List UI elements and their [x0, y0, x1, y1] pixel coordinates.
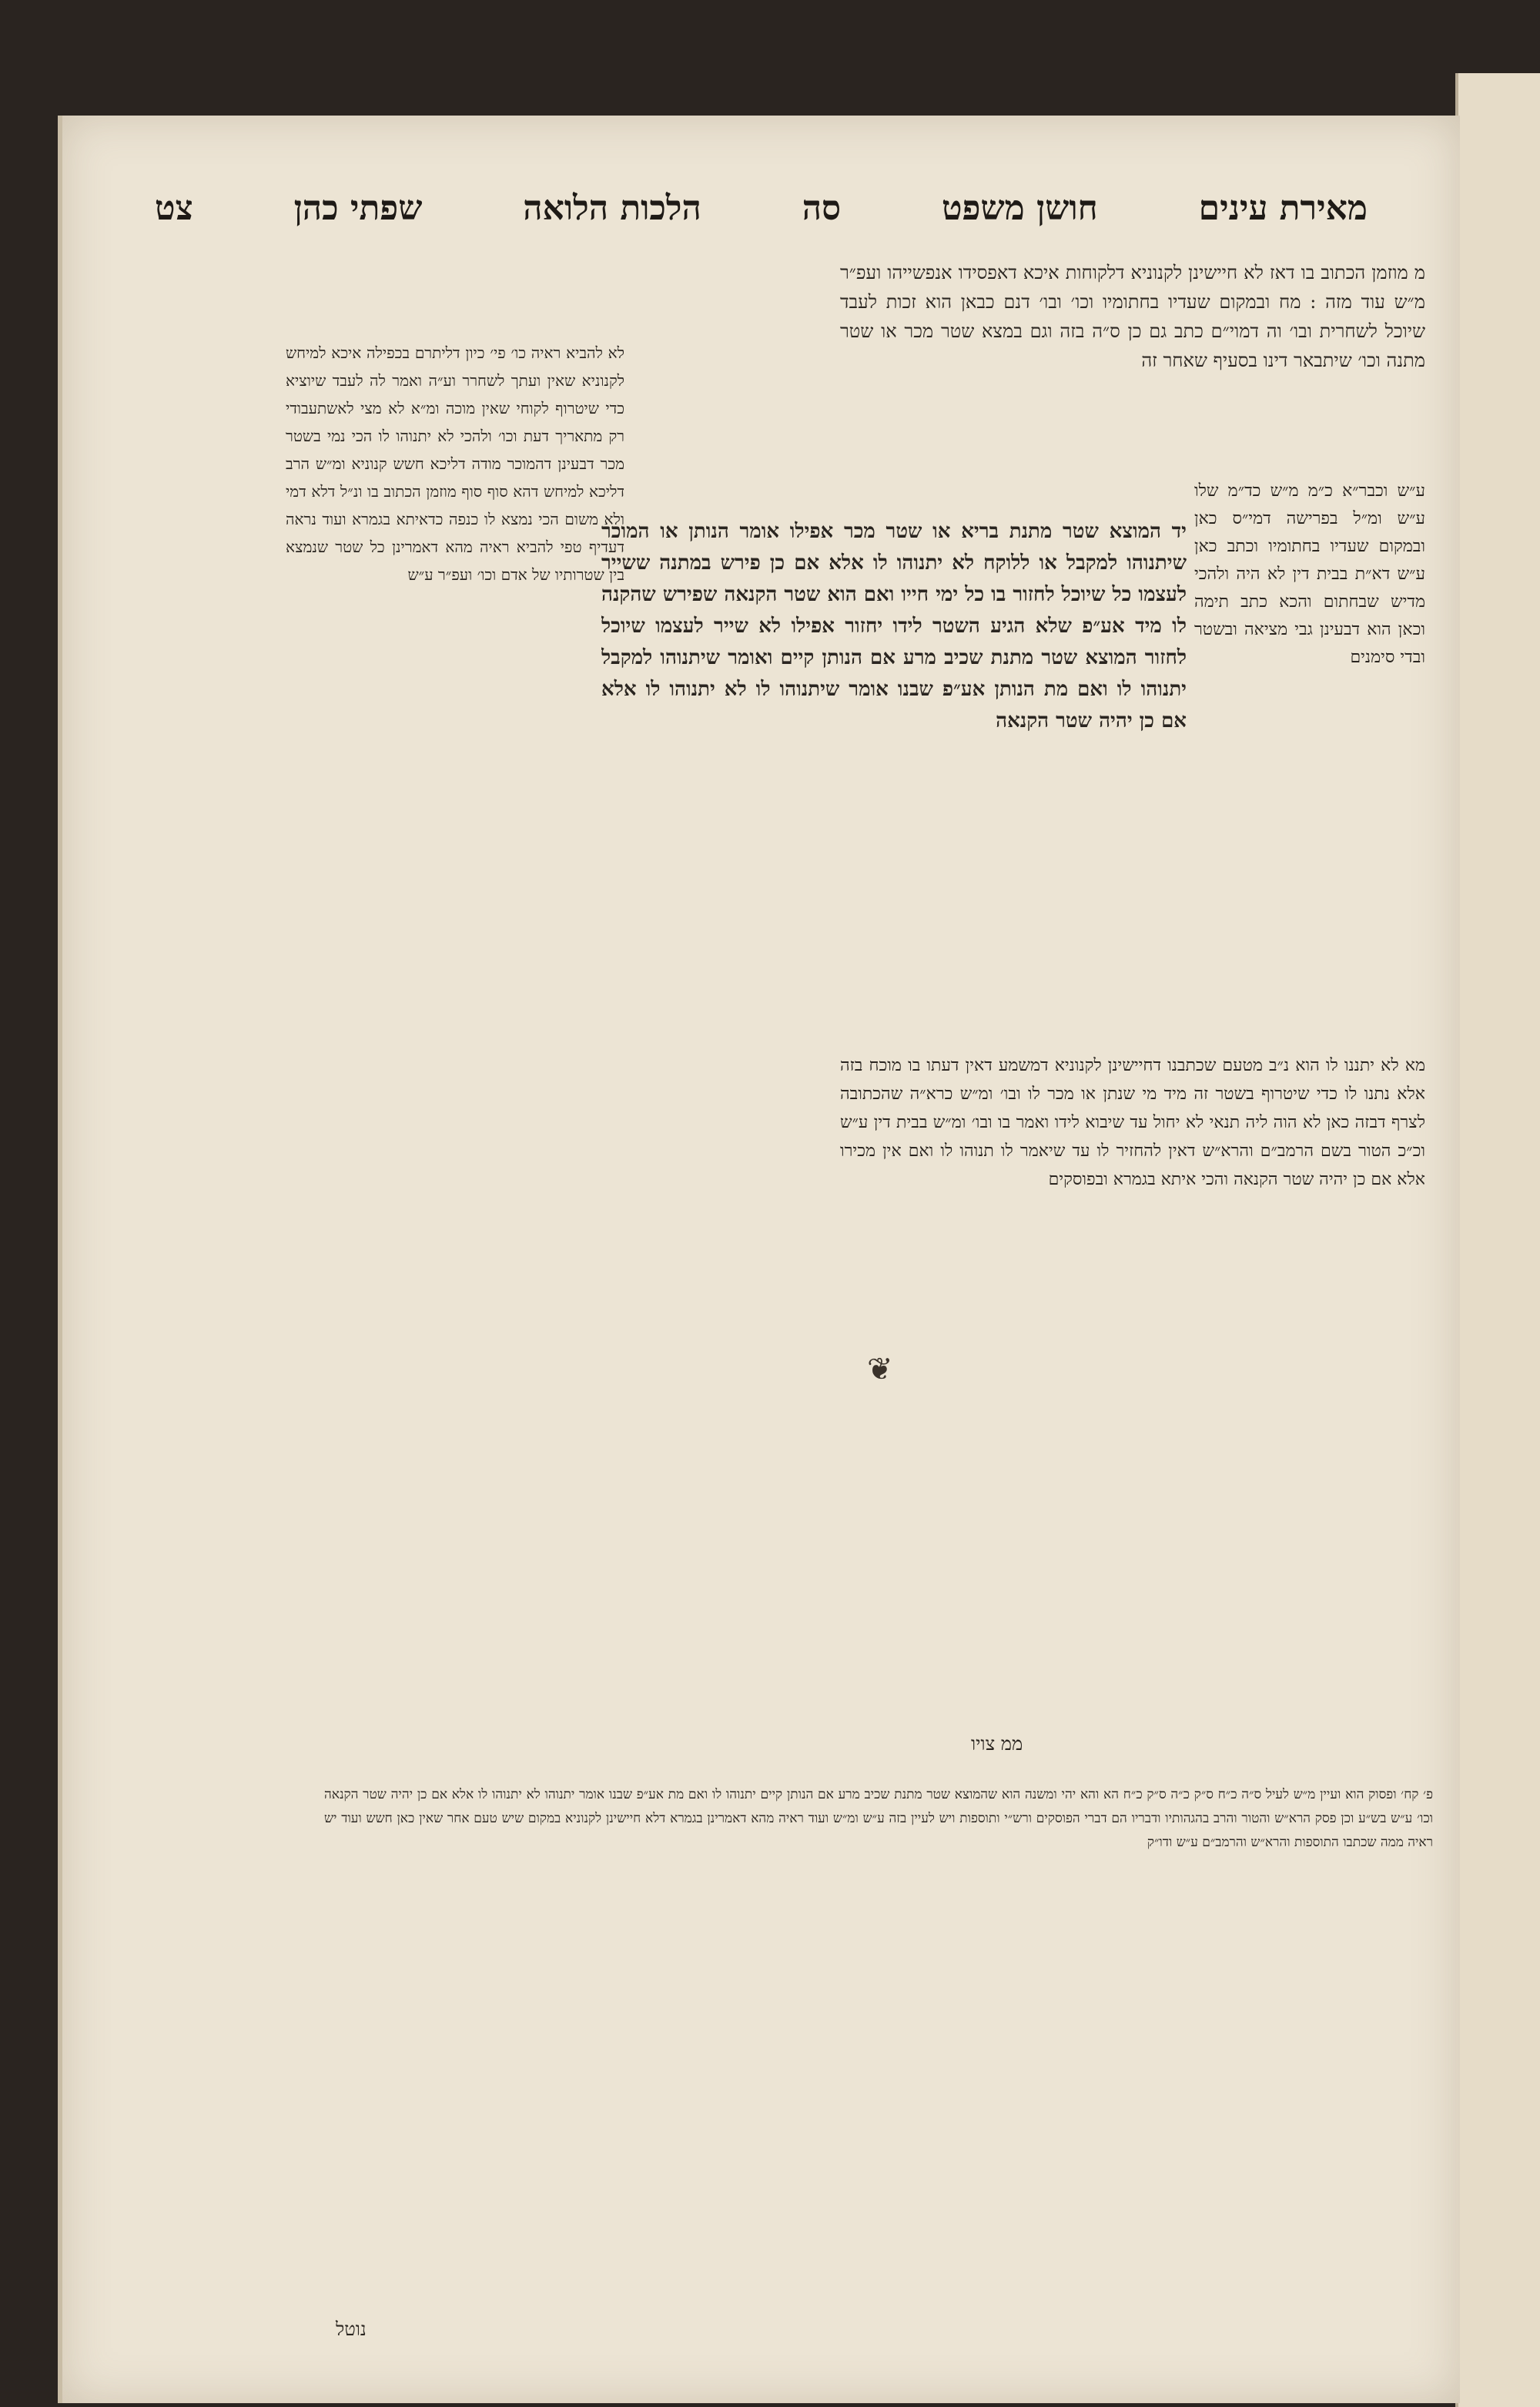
header-title-book: חושן משפט	[941, 188, 1098, 228]
header-folio: צט	[155, 188, 193, 228]
commentary-right-top	[840, 258, 1425, 466]
commentary-left-column	[286, 339, 624, 1779]
commentary-right-middle	[1194, 478, 1425, 1078]
catchword-right: ממ צויו	[971, 1733, 1023, 1755]
footnotes-block	[324, 1783, 1433, 2276]
commentary-paragraph: מא לא יתננו לו הוא נ״ב מטעם שכתבנו דחיישינן לקנוניא דמשמע דאין דעתו בו מוכח בזה אלא נתנו לו כדי שיטרוף בשטר זה מיד מי שנתן או מכר לו ובו׳ ומ״ש כרא״ה שהכתובה לצרף דבזה כאן לא הוה ליה תנאי לא יחול עד שיבוא לידו ואמר בו ובו׳ ומ״ש בבית דין ע״ש וכ״כ הטור בשם הרמב״ם והרא״ש דאין להחזיר לו עד שיאמר לו תנוהו לו ואם אין מכירו אלא אם כן יהיה שטר הקנאה והכי איתא בגמרא ובפוסקים	[840, 1056, 1425, 1189]
adjacent-page-edge	[1455, 73, 1540, 2407]
commentary-paragraph: מ מוזמן הכתוב בו דאז לא חיישינן לקנוניא דלקוחות איכא דאפסידו אנפשייהו ועפ״ר מ״ש עוד מזה : מח ובמקום שעדיו בחתומיו וכו׳ ובו׳ דנם כבאן הוא זכות לעבד שיוכל לשחרית ובו׳ וה דמוי״ם כתב גם כן ס״ה בזה וגם במצא שטר מכר או שטר מתנה וכו׳ שיתבאר דינו בסעיף שאחר זה	[840, 262, 1425, 371]
main-text-block	[601, 516, 1187, 932]
catchword-left: נוטל	[336, 2318, 367, 2340]
commentary-paragraph: לא להביא ראיה כו׳ פי׳ כיון דליתרם בכפילה איכא למיחש לקנוניא שאין ועתך לשחרר וע״ה ואמר לה לעבד שיוציא כדי שיטרוף לקוחי שאין מוכה ומ״א לא מצי לאשתעבודי רק מתאריך דעת וכו׳ ולהכי לא יתנוהו לו הכי נמי בשטר מכר דבעינן דהמוכר מודה דליכא חשש קנוניא ומ״ש הרב דליכא למיחש דהא סוף סוף מוזמן הכתוב בו ונ״ל דלא דמי ולא משום הכי נמצא לו כנפה כדאיתא בגמרא ועוד נראה דעדיף טפי להביא ראיה מהא דאמרינן כל שטר שנמצא בין שטרותיו של אדם וכו׳ ועפ״ר ע״ש	[286, 344, 624, 584]
header-title-right: מאירת עינים	[1198, 188, 1368, 228]
book-page	[58, 116, 1460, 2403]
commentary-right-bottom	[840, 1051, 1425, 1760]
main-text-paragraph: יד המוצא שטר מתנת בריא או שטר מכר אפילו אומר הנותן או המוכר שיתנוהו למקבל או ללוקח לא יתנוהו לו אלא אם כן פירש במתנה ששייר לעצמו כל שיוכל לחזור בו כל ימי חייו ואם הוא שטר הקנאה שפירש שהקנה לו מיד אע״פ שלא הגיע השטר לידו יחזור אפילו לא שייר לעצמו שיוכל לחזור המוצא שטר מתנת שכיב מרע אם הנותן קיים ואומר שיתנוהו למקבל יתנוהו לו ואם מת הנותן אע״פ שבנו אומר שיתנוהו לו לא יתנוהו לו אלא אם כן יהיה שטר הקנאה	[601, 520, 1187, 732]
header-title-law: הלכות הלואה	[523, 188, 701, 228]
commentary-paragraph: ע״ש וכבר״א כ״מ מ״ש כד״מ שלו ע״ש ומ״ל בפרישה דמי״ס כאן ובמקום שעדיו בחתומיו וכתב כאן ע״ש דא״ת בבית דין לא היה ולהכי מדיש שבחתום והכא כתב תימה וכאן הוא דבעינן גבי מציאה ובשטר ובדי סימנים	[1194, 481, 1425, 667]
ornament-icon: ❦	[867, 1352, 893, 1387]
running-header	[155, 177, 1368, 239]
header-title-left: שפתי כהן	[293, 188, 423, 228]
footnotes-paragraph: פ׳ קח׳ ופסוק הוא ועיין מ״ש לעיל ס״ה כ״ח ס״ק כ״ה ס״ק כ״ח הא והא יהי ומשנה הוא שהמוצא שטר מתנת שכיב מרע אם הנותן קיים יתנוהו לו ואם מת אע״פ שבנו אומר יתנוהו לא יתנוהו לו אלא אם כן יהיה שטר הקנאה וכו׳ ע״ש בש״ע וכן פסק הרא״ש והטור והרב בהגהותיו ודבריו הם דברי הפוסקים ורש״י ותוספות ויש לעיין בזה ע״ש ומ״ש ועוד ראיה מהא דאמרינן בגמרא דלא חיישינן לקנוניא במקום שיש טעם אחר שאין כאן חשש ועוד יש ראיה ממה שכתבו התוספות והרא״ש והרמב״ם ע״ש ודו״ק	[324, 1787, 1433, 1850]
header-section-number: סה	[802, 188, 842, 228]
